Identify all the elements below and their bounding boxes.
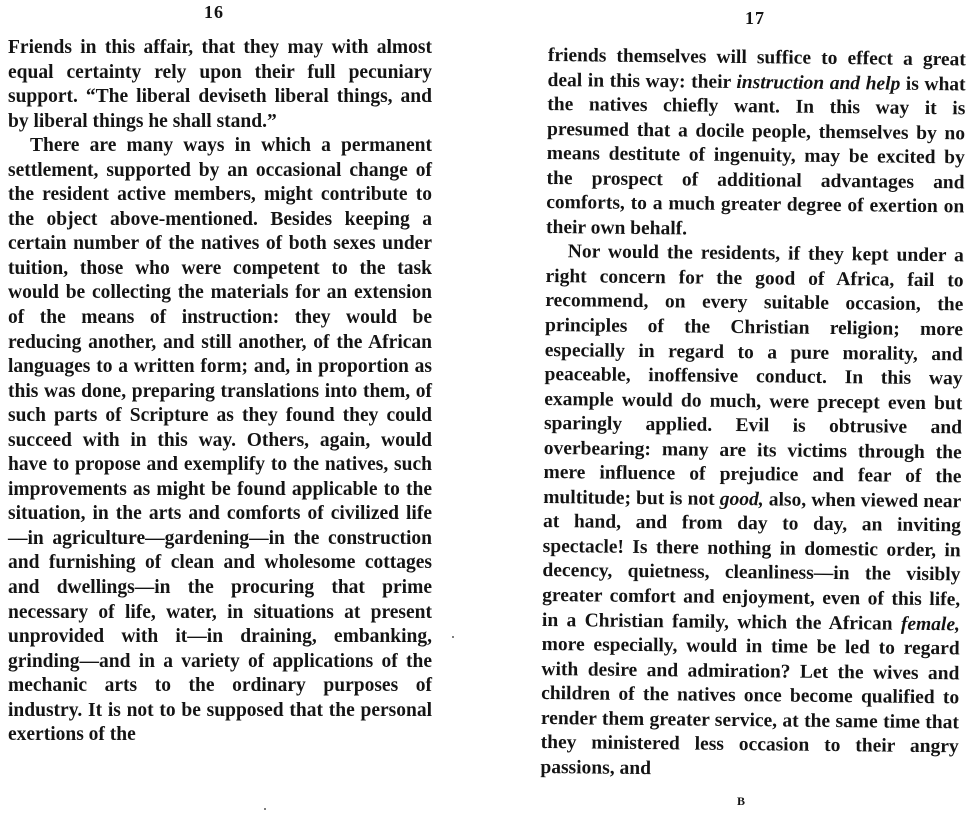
left-paragraph-1: Friends in this affair, that they may with almost equal certainty rely upon their full pecuniary support. “The liberal deviseth liberal things, and by liberal things he shall stand.” [8, 37, 432, 132]
right-page-text [540, 44, 966, 785]
right-paragraph-2-text-c: more especially, would in time be led to regard with desire and admiration? Let the wives and children of the natives once become qualified to render them greater service, at the same time that they ministered less occasion to their angry passions, and [540, 634, 960, 779]
right-paragraph-2-italic-female: female, [900, 613, 961, 635]
right-paragraph-1-italic: instruction and help [736, 71, 901, 95]
right-page [490, 0, 980, 815]
ink-speck [264, 808, 266, 810]
ink-speck [452, 636, 454, 638]
right-paragraph-1-text-b: is what the natives chiefly want. In this way it is presumed that a docile people, themselves by no means destitute of ingenuity, may be excited by the prospect of additional advantages and comforts, to a much greater degree of exertion on their own behalf. [545, 73, 966, 240]
page-number-left: 16 [204, 2, 224, 22]
left-page-text [8, 36, 432, 748]
right-paragraph-1 [546, 44, 966, 245]
right-paragraph-2-italic-good: good, [719, 488, 764, 511]
right-paragraph-2-text-b: also, when viewed near at hand, and from day to day, an inviting spectacle! Is there nothing in domestic order, in decency, quietness, cleanliness—in the visibly greater comfort and enjoyment, even of this life, in a Christian family, which the African [541, 489, 962, 635]
right-paragraph-2-text-a: Nor would the residents, if they kept under a right concern for the good of Africa, fail to recommend, on every suitable occasion, the principles of the Christian religion; more especially in regard to a pure morality, and peaceable, inoffensive conduct. In this way example would do much, were precept even but sparingly applied. Evil is obtrusive and overbearing: many are its victims through the mere influence of prejudice and fear of the multitude; but is not [543, 241, 964, 510]
right-paragraph-2 [540, 240, 964, 784]
left-page [0, 0, 470, 815]
right-paragraph-1-text-a: friends themselves will suffice to effect a great deal in this way: their [547, 44, 966, 93]
signature-mark: B [737, 794, 746, 808]
page-number-right: 17 [745, 8, 765, 28]
left-paragraph-2: There are many ways in which a permanent settlement, supported by an occasional change of the resident active members, might contribute to the object above-mentioned. Besides keeping a certain number of the natives of both sexes under tuition, those who were competent to the task would be collecting the materials for an extension of the means of instruction: they would be reducing another, and still another, of the African languages to a written form; and, in proportion as this was done, preparing translations into them, of such parts of Scripture as they found they could succeed with in this way. Others, again, would have to propose and exemplify to the natives, such improvements as might be found applicable to the situation, in the arts and comforts of civilized life—in agriculture—gardening—in the construction and furnishing of clean and wholesome cottages and dwellings—in the procuring that prime necessary of life, water, in situations at present unprovided with it—in draining, embanking, grinding—and in a variety of applications of the mechanic arts to the ordinary purposes of industry. It is not to be supposed that the personal exertions of the [8, 135, 432, 746]
